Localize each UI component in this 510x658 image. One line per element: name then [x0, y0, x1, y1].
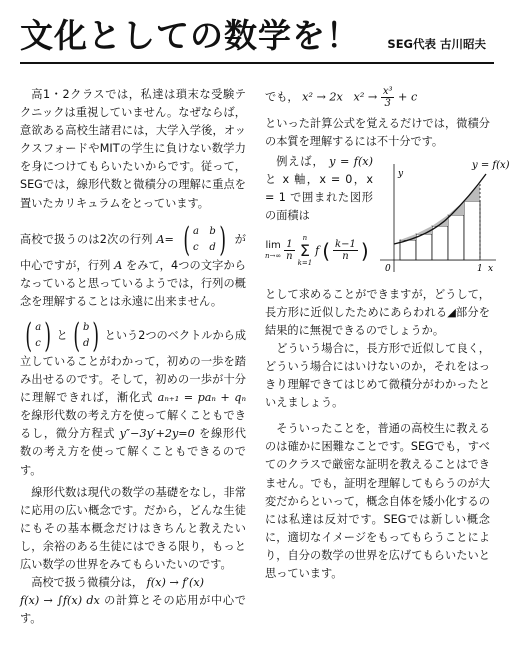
vector-text-3: を線形代数の考え方を使って解くこともできるのです。	[20, 427, 246, 477]
right-intro: でも，	[265, 90, 299, 104]
matrix-cell: d	[209, 241, 216, 253]
fraction-numerator: 1	[286, 239, 293, 251]
limit-subscript: n→∞	[265, 251, 282, 260]
riemann-graph	[370, 156, 510, 274]
vector-text-2: を線形代数の考え方を使って解くこともできるし，微分方程式	[20, 409, 246, 441]
differential-equation: y″−3y′+2y=0	[119, 427, 195, 441]
vector-cell: c	[35, 337, 41, 349]
vector-cell: a	[35, 321, 42, 333]
author-line: SEG代表 古川昭夫	[387, 37, 486, 51]
calculus-text: の計算とその応用が中心です。	[20, 594, 246, 626]
right-formula-line	[265, 86, 490, 109]
right-paragraph-5: そういったことを，普通の高校生に教えるのは確かに困難なことです。SEGでも，すべてのクラスで厳密な証明を教えることはできません。でも，証明を理解してもらうのが大変だからといって，概念自体を矮小化するのには私達は反対です。SEGでは新しい概念に，適切なイメージをもってもらうことにより，自分の数学の世界を広げてもらいたいと思っています。	[265, 422, 490, 580]
and-text: と	[56, 328, 68, 342]
formula-integral-left: x² →	[353, 90, 378, 104]
one-label: 1	[477, 264, 483, 274]
sum-lower: k=1	[297, 258, 313, 267]
function-label: y = f(x)	[329, 155, 373, 169]
error-region	[416, 226, 432, 234]
x-axis-label: x	[488, 264, 494, 274]
integral-expression: f(x) → ∫f(x) dx	[20, 594, 100, 608]
vector-cell: b	[82, 321, 90, 333]
limit-text: lim	[265, 239, 281, 251]
formula-integral-right: + c	[398, 90, 418, 104]
page-title: 文化としての数学を！	[20, 16, 360, 55]
matrix-lhs: A=	[156, 232, 174, 246]
y-axis-label: y	[398, 169, 404, 179]
fraction-denominator: 3	[384, 98, 391, 109]
vector-1: ( a c )	[25, 315, 52, 356]
matrix-cell: c	[192, 241, 199, 253]
vector-cell: d	[82, 337, 90, 349]
sum-upper: n	[302, 233, 308, 242]
right-paragraph-1: といった計算公式を覚えるだけでは，微積分の本質を理解するには不十分です。	[265, 117, 490, 149]
left-column	[20, 86, 246, 628]
matrix-cell: a	[192, 225, 199, 237]
curve-label: y = f(x)	[472, 160, 510, 171]
matrix-cell: b	[209, 225, 216, 237]
recurrence-equation: aₙ₊₁ = paₙ + qₙ	[157, 391, 246, 405]
var-A: A	[114, 258, 123, 272]
riemann-fraction	[284, 239, 294, 262]
right-paragraph-4: どういう場合に，長方形で近似して良く，どういう場合にはいけないのか，それをはっきり理解できてはじめて微積分がわかったといえましょう。	[265, 341, 490, 410]
fraction-numerator: x³	[382, 86, 393, 97]
rectangle	[464, 201, 480, 260]
rectangle	[416, 234, 432, 260]
example-text-block	[265, 153, 373, 267]
fraction-numerator: k−1	[335, 239, 356, 251]
right-paragraph-2	[265, 153, 373, 225]
rectangle	[400, 240, 416, 260]
matrix-text-2: をみて，4つの文字からなっていると思っているようでは，行列の概念を理解することは永遠に出来ません。	[20, 258, 246, 308]
example-intro: 例えば，	[276, 155, 325, 169]
left-paragraph-2	[20, 219, 246, 311]
formula-derivative: x² → 2x	[302, 90, 343, 104]
rectangle	[432, 226, 448, 260]
calculus-intro: 高校で扱う微積分は，	[31, 576, 144, 590]
left-paragraph-3	[20, 315, 247, 480]
rectangle	[448, 215, 464, 260]
sum-symbol: n Σ k=1	[297, 233, 313, 267]
matrix-text: が中心ですが，行列	[20, 232, 246, 272]
formula-fraction	[381, 86, 395, 109]
example-text: と x 軸，x = 0，x = 1 で囲まれた図形の面積は	[265, 173, 373, 223]
fraction-denominator: n	[286, 251, 293, 263]
error-region	[400, 234, 416, 240]
riemann-sum: lim n→∞ $\frac{1}{n}$ n Σ k=1 f ( $\frac{k-1}{n}$ )	[265, 233, 369, 267]
derivative-expression: f(x) → f′(x)	[146, 576, 205, 590]
origin-label: 0	[385, 264, 391, 274]
function-fraction	[333, 239, 358, 262]
left-paragraph-4: 線形代数は現代の数学の基礎をなし，非常に応用の広い概念です。だから，どんな生徒にもその基本概念だけはきちんと教えたいし，余裕のある生徒にはできる限り，もっと広い数学の世界をみてもらいたいのです。	[20, 485, 246, 571]
right-paragraph-3: として求めることができますが，どうして，長方形に近似したためにあらわれる◢部分を結果的に無視できるのでしょうか。	[265, 287, 490, 337]
matrix-A: ( a b c d )	[182, 219, 226, 260]
fraction-denominator: n	[342, 251, 349, 263]
limit-symbol	[265, 240, 281, 262]
left-paragraph-1: 高1・2クラスでは，私達は瑣末な受験テクニックは重視していません。なぜならば，意欲ある高校生諸君には，大学入学後，オックスフォードやMITの学生に負けない数学力を身につけてもらいたいからです。従って，SEGでは，線形代数と微積分の理解に重点を置いたカリキュラムをとっています。	[20, 88, 246, 210]
matrix-intro: 高校で扱うのは2次の行列	[20, 232, 153, 246]
title-rule	[20, 62, 494, 64]
vector-text: という2つのベクトルから成立していることがわかって，初めの一歩を踏み出せるのです。そして，初めの一歩が十分に理解できれば，漸化式	[20, 328, 247, 405]
left-paragraph-5	[20, 574, 246, 628]
vector-2: ( b d )	[73, 315, 100, 356]
